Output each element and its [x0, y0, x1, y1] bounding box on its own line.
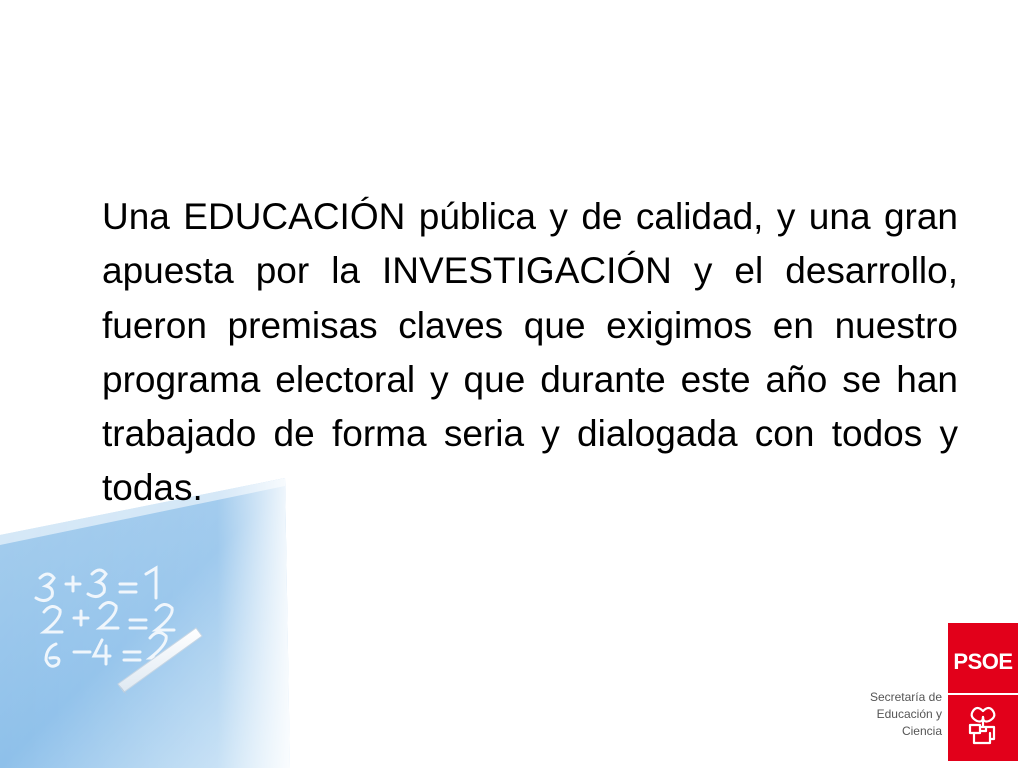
- caption-line-1: Secretaría de: [869, 690, 942, 704]
- logo-text: PSOE: [953, 649, 1013, 674]
- psoe-logo: [948, 623, 1018, 761]
- chalkboard-image: [0, 478, 290, 768]
- caption-line-3: Ciencia: [901, 724, 942, 738]
- logo-divider: [948, 693, 1018, 695]
- department-caption: [802, 689, 942, 740]
- fist-and-rose-icon: [964, 703, 1002, 749]
- slide-body-text: Una EDUCACIÓN pública y de calidad, y una gran apuesta por la INVESTIGACIÓN y el desarrollo, fueron premisas claves que exigimos en nuestro programa electoral y que durante este año se han trabajado de forma seria y dialogada con todos y todas.: [102, 196, 958, 509]
- caption-line-2: Educación y: [876, 707, 942, 721]
